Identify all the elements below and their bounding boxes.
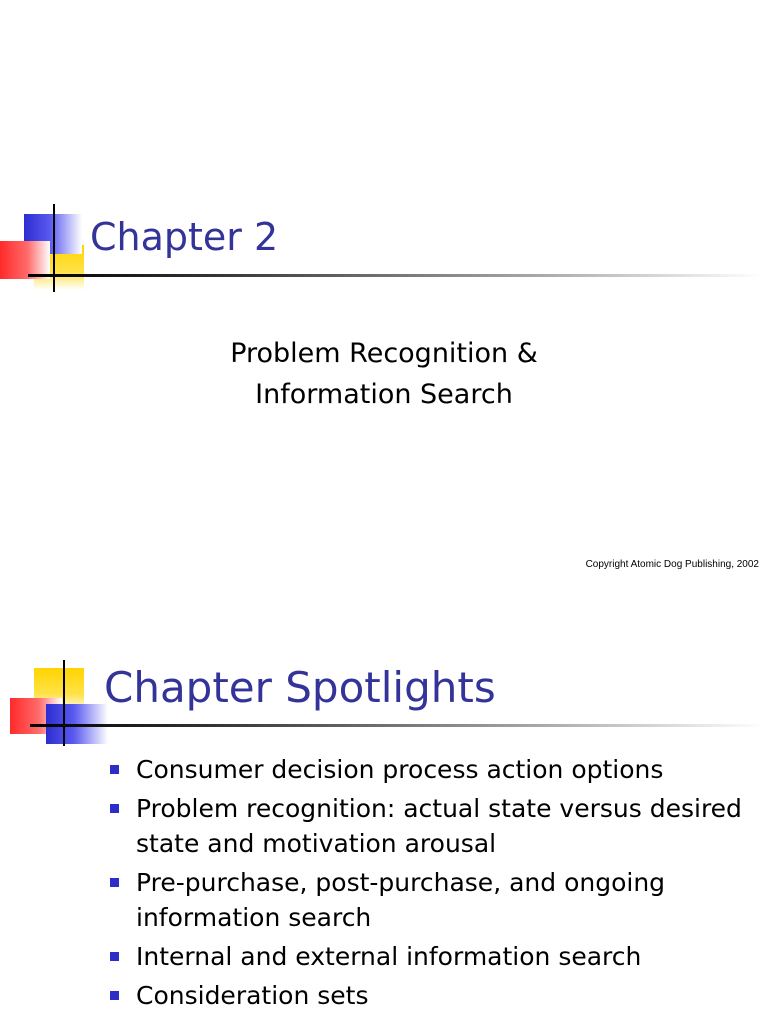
title-rule <box>30 724 765 727</box>
square-bullet-icon <box>110 878 119 887</box>
square-bullet-icon <box>110 991 119 1000</box>
square-bullet-icon <box>110 952 119 961</box>
subtitle-line-2: Information Search <box>255 379 513 410</box>
slide-subtitle <box>0 333 768 415</box>
list-item <box>107 791 757 861</box>
slide-title-text: Chapter Spotlights <box>104 663 496 712</box>
subtitle-line-1: Problem Recognition & <box>230 338 538 369</box>
bullet-text: Consideration sets <box>136 981 369 1010</box>
title-rule <box>28 274 763 277</box>
bullet-text: Consumer decision process action options <box>136 755 664 784</box>
list-item <box>107 978 757 1013</box>
square-bullet-icon <box>110 804 119 813</box>
slide-spotlights <box>0 610 768 1024</box>
list-item <box>107 865 757 935</box>
slide-title-text: Chapter 2 <box>90 215 279 259</box>
copyright-notice: Copyright Atomic Dog Publishing, 2002 <box>585 559 759 570</box>
bullet-text: Internal and external information search <box>136 942 642 971</box>
bullet-list <box>107 752 757 1017</box>
corner-squares-icon <box>8 656 118 751</box>
bullet-text: Pre-purchase, post-purchase, and ongoing information search <box>136 868 666 932</box>
square-bullet-icon <box>110 765 119 774</box>
list-item <box>107 939 757 974</box>
bullet-text: Problem recognition: actual state versus desired state and motivation arousal <box>136 794 742 858</box>
list-item <box>107 752 757 787</box>
